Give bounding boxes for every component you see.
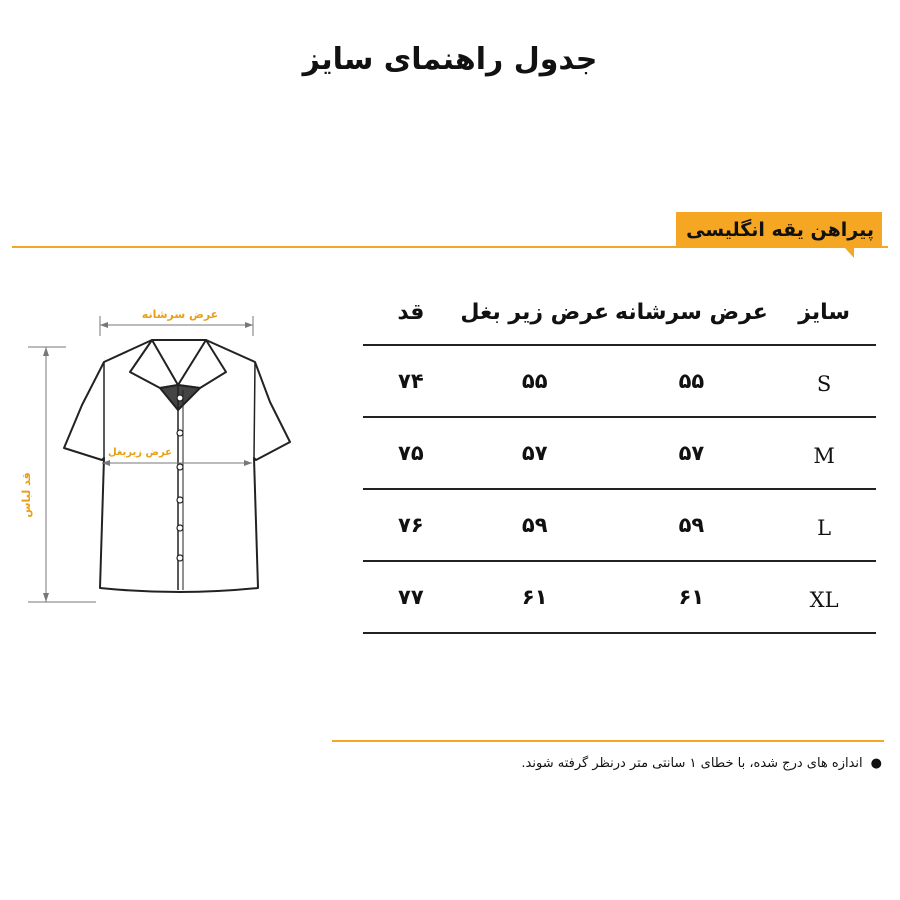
shirt-measurement-diagram: [0, 290, 320, 620]
size-table: [363, 280, 876, 634]
underarm-width-label: عرض زیربغل: [107, 447, 173, 458]
length-cell: ۷۵: [363, 417, 459, 489]
size-cell: L: [772, 489, 876, 561]
note-text: اندازه های درج شده، با خطای ۱ سانتی متر درنظر گرفته شوند.: [521, 756, 863, 771]
underarm-width-cell: ۵۷: [459, 417, 611, 489]
underarm-width-cell: ۵۵: [459, 345, 611, 417]
header-size: سایز: [772, 280, 876, 345]
bullet-icon: ●: [870, 756, 882, 771]
size-cell: S: [772, 345, 876, 417]
underarm-width-cell: ۶۱: [459, 561, 611, 633]
section-label-tail: [845, 248, 854, 258]
shoulder-width-measure: [100, 308, 253, 336]
length-measure: [20, 347, 96, 602]
length-cell: ۷۶: [363, 489, 459, 561]
size-cell: M: [772, 417, 876, 489]
length-cell: ۷۷: [363, 561, 459, 633]
size-cell: XL: [772, 561, 876, 633]
measurement-note: [521, 756, 882, 771]
table-row: [363, 345, 876, 417]
footer-divider: [332, 740, 884, 742]
table-row: [363, 561, 876, 633]
table-header-row: [363, 280, 876, 345]
header-shoulder-width: عرض سرشانه: [611, 280, 773, 345]
shoulder-width-cell: ۶۱: [611, 561, 773, 633]
length-cell: ۷۴: [363, 345, 459, 417]
shoulder-width-label: عرض سرشانه: [141, 308, 219, 321]
table-row: [363, 417, 876, 489]
underarm-width-cell: ۵۹: [459, 489, 611, 561]
shoulder-width-cell: ۵۹: [611, 489, 773, 561]
section-label: پیراهن یقه انگلیسی: [676, 212, 882, 248]
shoulder-width-cell: ۵۵: [611, 345, 773, 417]
length-label: قد لباس: [20, 472, 33, 518]
table-row: [363, 489, 876, 561]
header-length: قد: [363, 280, 459, 345]
page-title: جدول راهنمای سایز: [302, 42, 598, 77]
shoulder-width-cell: ۵۷: [611, 417, 773, 489]
header-underarm-width: عرض زیر بغل: [459, 280, 611, 345]
